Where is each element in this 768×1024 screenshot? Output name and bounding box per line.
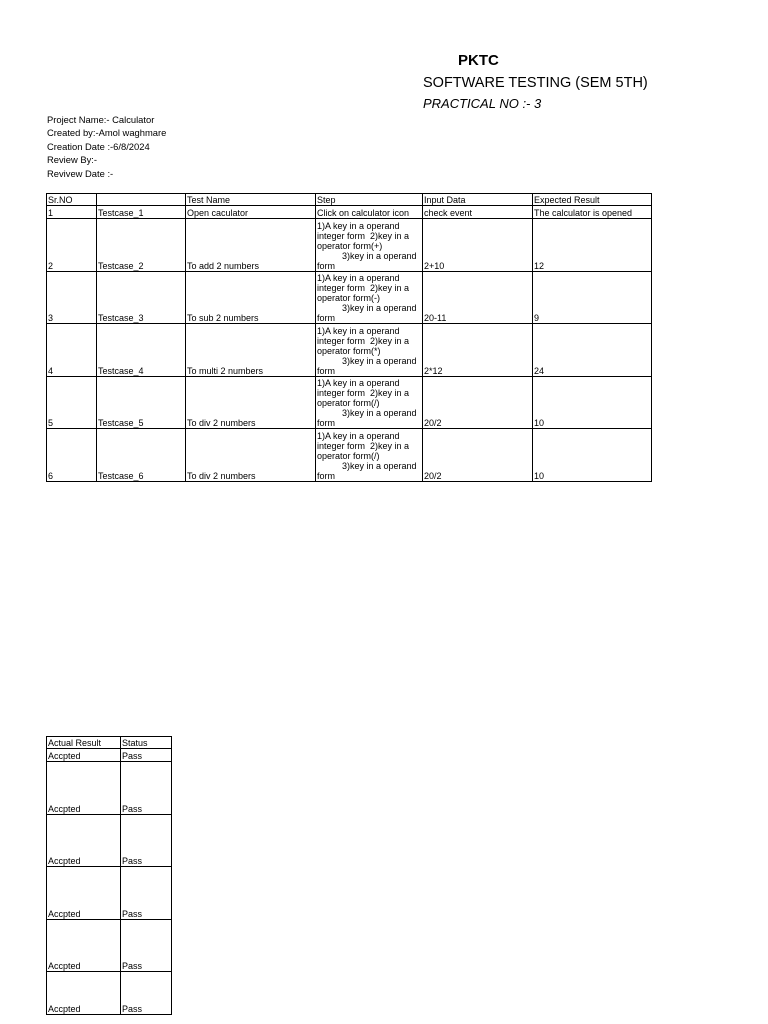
status-cell: Pass <box>121 972 172 1015</box>
results-row <box>47 867 172 920</box>
step-text: 1)A key in a operand integer form 2)key in a operator form(+) 3)key in a operand form <box>317 220 417 271</box>
sr-no-cell: 2 <box>47 219 97 272</box>
table-row <box>47 271 652 324</box>
step-text: 1)A key in a operand integer form 2)key in a operator form(-) 3)key in a operand form <box>317 273 417 324</box>
step-cell <box>316 324 423 377</box>
table-row <box>47 219 652 272</box>
input-data-cell: 20-11 <box>423 271 533 324</box>
status-cell: Pass <box>121 867 172 920</box>
results-table <box>46 736 172 1015</box>
created-by: Created by:-Amol waghmare <box>47 127 167 139</box>
table-row <box>47 324 652 377</box>
input-data-cell: 2*12 <box>423 324 533 377</box>
table-row <box>47 429 652 482</box>
actual-result-cell: Accpted <box>47 762 121 815</box>
actual-result-cell: Accpted <box>47 749 121 762</box>
sr-no-cell: 5 <box>47 376 97 429</box>
results-header-row <box>47 737 172 749</box>
input-data-cell: 20/2 <box>423 429 533 482</box>
test-id-cell: Testcase_1 <box>97 206 186 219</box>
table-header-row <box>47 194 652 206</box>
expected-result-cell: The calculator is opened <box>533 206 652 219</box>
results-row <box>47 749 172 762</box>
step-cell <box>316 376 423 429</box>
step-cell <box>316 271 423 324</box>
test-id-cell: Testcase_6 <box>97 429 186 482</box>
header-test-name: Test Name <box>186 194 316 206</box>
sr-no-cell: 4 <box>47 324 97 377</box>
header-expected-result: Expected Result <box>533 194 652 206</box>
sr-no-cell: 1 <box>47 206 97 219</box>
test-name-cell: To multi 2 numbers <box>186 324 316 377</box>
results-row <box>47 814 172 867</box>
expected-result-cell: 12 <box>533 219 652 272</box>
input-data-cell: 20/2 <box>423 376 533 429</box>
expected-result-cell: 10 <box>533 376 652 429</box>
test-name-cell: Open caculator <box>186 206 316 219</box>
test-case-table <box>46 193 652 482</box>
practical-number: PRACTICAL NO :- 3 <box>423 96 542 111</box>
header-blank <box>97 194 186 206</box>
test-id-cell: Testcase_3 <box>97 271 186 324</box>
header-actual-result: Actual Result <box>47 737 121 749</box>
expected-result-cell: 24 <box>533 324 652 377</box>
results-row <box>47 762 172 815</box>
sr-no-cell: 6 <box>47 429 97 482</box>
test-id-cell: Testcase_5 <box>97 376 186 429</box>
input-data-cell: 2+10 <box>423 219 533 272</box>
test-id-cell: Testcase_2 <box>97 219 186 272</box>
sr-no-cell: 3 <box>47 271 97 324</box>
step-cell <box>316 219 423 272</box>
creation-date: Creation Date :-6/8/2024 <box>47 140 150 152</box>
expected-result-cell: 10 <box>533 429 652 482</box>
test-id-cell: Testcase_4 <box>97 324 186 377</box>
actual-result-cell: Accpted <box>47 972 121 1015</box>
project-meta <box>47 113 166 180</box>
review-by: Review By:- <box>47 154 98 166</box>
status-cell: Pass <box>121 814 172 867</box>
table-row <box>47 206 652 219</box>
status-cell: Pass <box>121 762 172 815</box>
header-sr-no: Sr.NO <box>47 194 97 206</box>
actual-result-cell: Accpted <box>47 867 121 920</box>
step-cell <box>316 206 423 219</box>
header-input-data: Input Data <box>423 194 533 206</box>
results-row <box>47 972 172 1015</box>
step-text: 1)A key in a operand integer form 2)key in a operator form(*) 3)key in a operand form <box>317 325 417 376</box>
org-name: PKTC <box>458 52 499 69</box>
test-name-cell: To div 2 numbers <box>186 376 316 429</box>
actual-result-cell: Accpted <box>47 814 121 867</box>
header-status: Status <box>121 737 172 749</box>
step-cell <box>316 429 423 482</box>
table-row <box>47 376 652 429</box>
expected-result-cell: 9 <box>533 271 652 324</box>
results-row <box>47 919 172 972</box>
review-date: Revivew Date :- <box>47 167 114 179</box>
step-text: Click on calculator icon <box>317 208 410 218</box>
input-data-cell: check event <box>423 206 533 219</box>
subject-title: SOFTWARE TESTING (SEM 5TH) <box>423 75 648 91</box>
test-name-cell: To add 2 numbers <box>186 219 316 272</box>
header-step: Step <box>316 194 423 206</box>
test-name-cell: To sub 2 numbers <box>186 271 316 324</box>
step-text: 1)A key in a operand integer form 2)key in a operator form(/) 3)key in a operand form <box>317 378 417 429</box>
actual-result-cell: Accpted <box>47 919 121 972</box>
step-text: 1)A key in a operand integer form 2)key in a operator form(/) 3)key in a operand form <box>317 430 417 481</box>
test-name-cell: To div 2 numbers <box>186 429 316 482</box>
status-cell: Pass <box>121 919 172 972</box>
project-name: Project Name:- Calculator <box>47 114 155 125</box>
status-cell: Pass <box>121 749 172 762</box>
